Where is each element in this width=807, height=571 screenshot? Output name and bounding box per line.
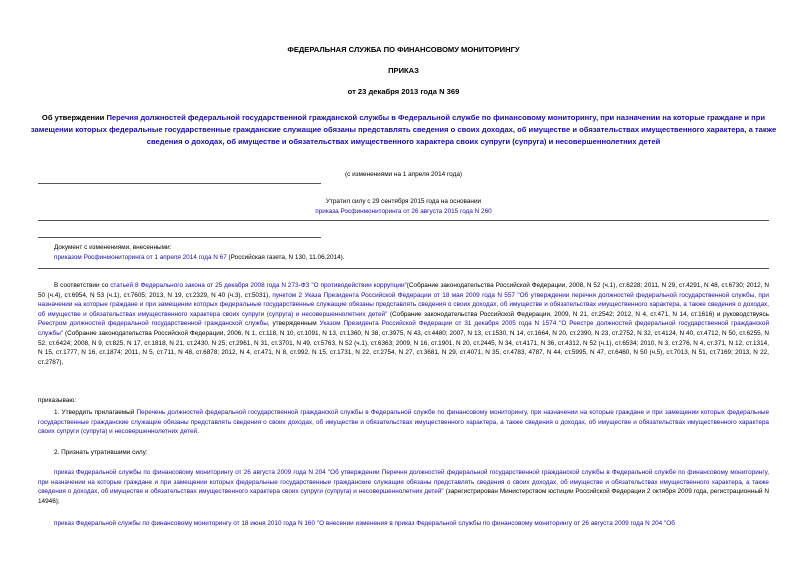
title-link[interactable]: Перечня должностей федеральной государственной гражданской службы в Федеральной службе по финансовому мониторингу, при назначении на которые граждане и при замещении которых федеральные государственные гражданские служащие обязаны представлять сведения о своих доходах, об имуществе и обязательствах имущественного характера, а также сведения о доходах, об имуществе и обязательствах имущественного характера своих супруги (супруга) и несовершеннолетних детей: [30, 113, 777, 146]
agency-heading: ФЕДЕРАЛЬНАЯ СЛУЖБА ПО ФИНАНСОВОМУ МОНИТОРИНГУ: [287, 45, 520, 54]
order-160-link[interactable]: приказ Федеральной службы по финансовому мониторингу от 18 июня 2010 года N 160 "О внесении изменения в приказ Федеральной службы по финансовому мониторингу от 26 августа 2009 года N 204 "Об: [54, 520, 675, 527]
repeal-2-paragraph: [38, 519, 769, 529]
preamble-text: В соответствии со: [54, 282, 111, 289]
amended-link[interactable]: приказом Росфинмониторинга от 1 апреля 2014 года N 67: [54, 254, 227, 261]
document-title: [20, 112, 787, 147]
lost-force-line: Утратил силу с 29 сентября 2015 года на основании: [325, 198, 482, 205]
preamble-text: (Собрание законодательства Российской Федерации, 2008, N 52 (ч.1), ст.6228; 2011, N 29, ст.4291, N 48, ст.6730; 2012, N 50 (ч.4), ст.6954, N 53 (ч.1), ст.7605; 2013, N 19, ст.2329, N 40 (ч.3), ст.5031),: [38, 282, 770, 299]
preamble-text: (Собрание законодательства Российской Федерации, 2006, N 1, ст.118, N 10, ст.1091, N 13, ст.1360, N 38, ст.3975, N 43, ст.4480; 2007, N 13, ст.1530, N 14, ст.1664, N 20, ст.2390, N 23, ст.2752, N 32, ст.4124, N 40, ст.4712, N 50, ст.6255, N 52, ст.6424; 2008, N 9, ст.825, N 17, ст.1818, N 21, ст.2430, N 25, ст.2961, N 31, ст.3701, N 49, ст.5763, N 52 (ч.1), ст.6363; 2009, N 16, ст.1901, N 20, ст.2445, N 34, ст.4171, N 36, ст.4312, N 52 (ч.1), ст.6534; 2010, N 3, ст.276, N 4, ст.371, N 12, ст.1314, N 15, ст.1777, N 16, ст.1874; 2011, N 5, ст.711, N 48, ст.6878; 2012, N 4, ст.471, N 8, ст.992, N 15, ст.1731, N 22, ст.2754, N 27, ст.3681, N 29, ст.4071, N 35, ст.4783, 4787, N 44, ст.5995, N 47, ст.6460, N 50 (ч.5), ст.7013, N 51, ст.7169; 2013, N 22, ст.2787),: [38, 329, 769, 366]
divider: [38, 220, 769, 221]
date-number-heading: от 23 декабря 2013 года N 369: [347, 87, 460, 96]
repeal-1-paragraph: [38, 468, 769, 506]
item-1-text: 1. Утвердить прилагаемый: [54, 409, 137, 416]
preamble-text: , утвержденным: [267, 320, 320, 328]
registry-link[interactable]: Реестром должностей федеральной государственной гражданской службы: [38, 320, 268, 328]
divider: [38, 237, 321, 238]
law-273-link[interactable]: статьей 8 Федерального закона от 25 декабря 2008 года N 273-ФЗ "О противодействии коррупции": [110, 282, 407, 289]
preamble-paragraph: [38, 281, 769, 367]
order-204-link[interactable]: приказ Федеральной службы по финансовому мониторингу от 26 августа 2009 года N 204 "Об утверждении Перечня должностей федеральной государственной гражданской службы в Федеральной службе по финансовому мониторингу, при назначении на которые граждане и при замещении которых федеральные государственные гражданские служащие обязаны представлять сведения о своих доходах, об имуществе и обязательствах имущественного характера, а также сведения о доходах, об имуществе и обязательствах имущественного характера своих супруги (супруга) и несовершеннолетних детей": [38, 469, 769, 496]
item-1-list-link[interactable]: Перечень должностей федеральной государственной гражданской службы в Федеральной службе по финансовому мониторингу, при назначении на которые граждане и при замещении которых федеральные государственные гражданские служащие обязаны представлять сведения о своих доходах, об имуществе и обязательствах имущественного характера, а также сведения о доходах, об имуществе и обязательствах имущественного характера своих супруги (супруга) и несовершеннолетних детей: [38, 409, 769, 436]
lost-force-link[interactable]: приказа Росфинмониторинга от 26 августа 2015 года N 260: [315, 208, 492, 215]
preamble-text: (Собрание законодательства Российской Федерации, 2009, N 21, ст.2542; 2012, N 4, ст.471, N 14, ст.1616) и руководствуясь: [387, 310, 770, 318]
decree-557-link[interactable]: пунктом 2 Указа Президента Российской Федерации от 18 мая 2009 года N 557 "Об утверждении перечня должностей федеральной государственной службы, при назначении на которые граждане и при замещении которых федеральные государственные служащие обязаны представлять сведения о своих доходах, об имуществе и обязательствах имущественного характера, а также сведения о доходах, об имуществе и обязательствах имущественного характера своих супруги (супруга) и несовершеннолетних детей": [38, 291, 770, 318]
title-prefix: Об утверждении: [41, 113, 107, 122]
amended-label: Документ с изменениями, внесенными:: [54, 244, 172, 251]
decree-1574-link[interactable]: Указом Президента Российской Федерации от 31 декабря 2005 года N 1574 "О Реестре должностей федеральной государственной гражданской службы": [38, 320, 770, 337]
lost-force-link-row: [0, 207, 807, 216]
item-1-text: .: [197, 428, 199, 436]
changes-note: (с изменениями на 1 апреля 2014 года): [345, 171, 462, 178]
repeal-1-text: (зарегистрирован Министерством юстиции Российской Федерации 2 октября 2009 года, регистрационный N 14946);: [38, 488, 769, 505]
item-2-heading: 2. Признать утратившими силу:: [54, 449, 148, 456]
item-1-paragraph: [38, 408, 769, 437]
amended-row: [54, 253, 345, 262]
divider: [38, 268, 769, 269]
doc-type-heading: ПРИКАЗ: [388, 66, 419, 75]
order-word: приказываю:: [38, 397, 76, 404]
amended-suffix: (Российская газета, N 130, 11.06.2014).: [226, 254, 345, 261]
divider: [38, 183, 321, 184]
